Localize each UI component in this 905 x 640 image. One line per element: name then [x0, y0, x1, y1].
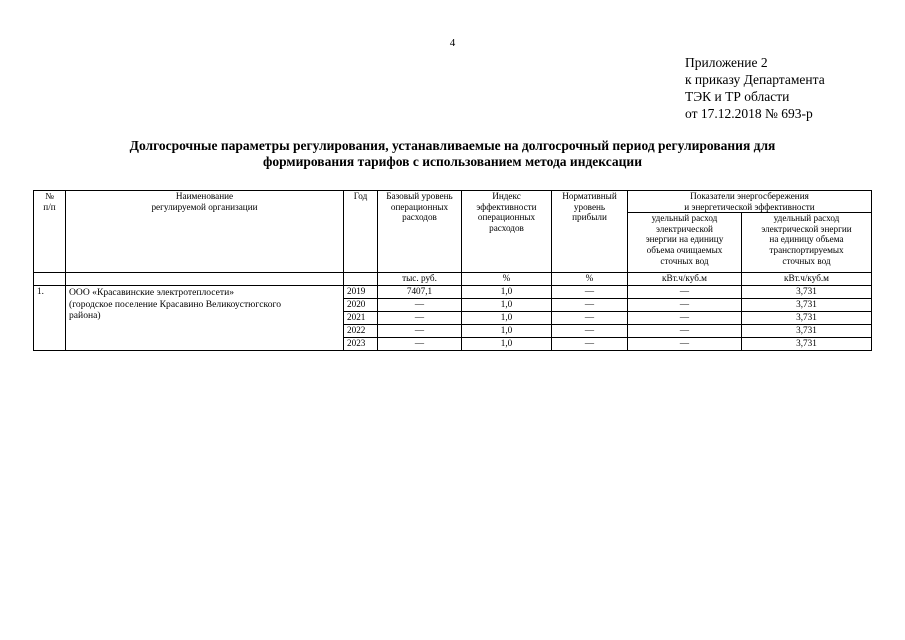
cell-base: 7407,1	[378, 286, 462, 299]
header-profit-level: Нормативный уровень прибыли	[552, 191, 628, 273]
document-title	[0, 138, 905, 170]
cell-energy-treated: —	[628, 338, 742, 351]
cell-index: 1,0	[462, 325, 552, 338]
header-energy-treated: удельный расход электрической энергии на единицу объема очищаемых сточных вод	[628, 213, 742, 273]
unit-energy-treated: кВт.ч/куб.м	[628, 273, 742, 286]
title-line: формирования тарифов с использованием метода индексации	[263, 154, 642, 169]
cell-energy-transported: 3,731	[742, 312, 872, 325]
org-name: ООО «Красавинские электротеплосети» (городское поселение Красавино Великоустюгского района)	[66, 286, 344, 351]
units-empty	[34, 273, 66, 286]
units-row	[34, 273, 872, 286]
header-energy-indicators: Показатели энергосбережения и энергетической эффективности	[628, 191, 872, 213]
cell-energy-treated: —	[628, 286, 742, 299]
cell-profit: —	[552, 338, 628, 351]
unit-profit: %	[552, 273, 628, 286]
unit-energy-transported: кВт.ч/куб.м	[742, 273, 872, 286]
cell-year: 2022	[344, 325, 378, 338]
units-empty	[66, 273, 344, 286]
cell-base: —	[378, 338, 462, 351]
regulation-parameters-table	[33, 190, 872, 351]
cell-base: —	[378, 299, 462, 312]
title-line: Долгосрочные параметры регулирования, устанавливаемые на долгосрочный период регулирования для	[129, 138, 776, 153]
cell-profit: —	[552, 299, 628, 312]
cell-index: 1,0	[462, 312, 552, 325]
cell-energy-treated: —	[628, 325, 742, 338]
cell-energy-transported: 3,731	[742, 286, 872, 299]
units-empty	[344, 273, 378, 286]
header-efficiency-index: Индекс эффективности операционных расходов	[462, 191, 552, 273]
cell-year: 2019	[344, 286, 378, 299]
header-row	[34, 191, 872, 213]
unit-index: %	[462, 273, 552, 286]
cell-year: 2021	[344, 312, 378, 325]
header-num: № п/п	[34, 191, 66, 273]
appendix-line: к приказу Департамента	[685, 72, 825, 87]
cell-profit: —	[552, 325, 628, 338]
header-org: Наименование регулируемой организации	[66, 191, 344, 273]
cell-year: 2020	[344, 299, 378, 312]
cell-energy-treated: —	[628, 312, 742, 325]
cell-year: 2023	[344, 338, 378, 351]
cell-energy-transported: 3,731	[742, 325, 872, 338]
appendix-header	[685, 54, 895, 122]
header-energy-transported: удельный расход электрической энергии на единицу объема транспортируемых сточных вод	[742, 213, 872, 273]
table-row	[34, 286, 872, 299]
row-num: 1.	[34, 286, 66, 351]
cell-energy-transported: 3,731	[742, 338, 872, 351]
cell-energy-transported: 3,731	[742, 299, 872, 312]
appendix-line: Приложение 2	[685, 55, 768, 70]
page-number: 4	[449, 37, 456, 49]
cell-profit: —	[552, 286, 628, 299]
cell-base: —	[378, 325, 462, 338]
cell-energy-treated: —	[628, 299, 742, 312]
cell-base: —	[378, 312, 462, 325]
cell-index: 1,0	[462, 299, 552, 312]
unit-base: тыс. руб.	[378, 273, 462, 286]
appendix-line: ТЭК и ТР области	[685, 89, 790, 104]
header-base-level: Базовый уровень операционных расходов	[378, 191, 462, 273]
header-year: Год	[344, 191, 378, 273]
cell-index: 1,0	[462, 286, 552, 299]
appendix-line: от 17.12.2018 № 693-р	[685, 106, 813, 121]
cell-index: 1,0	[462, 338, 552, 351]
cell-profit: —	[552, 312, 628, 325]
